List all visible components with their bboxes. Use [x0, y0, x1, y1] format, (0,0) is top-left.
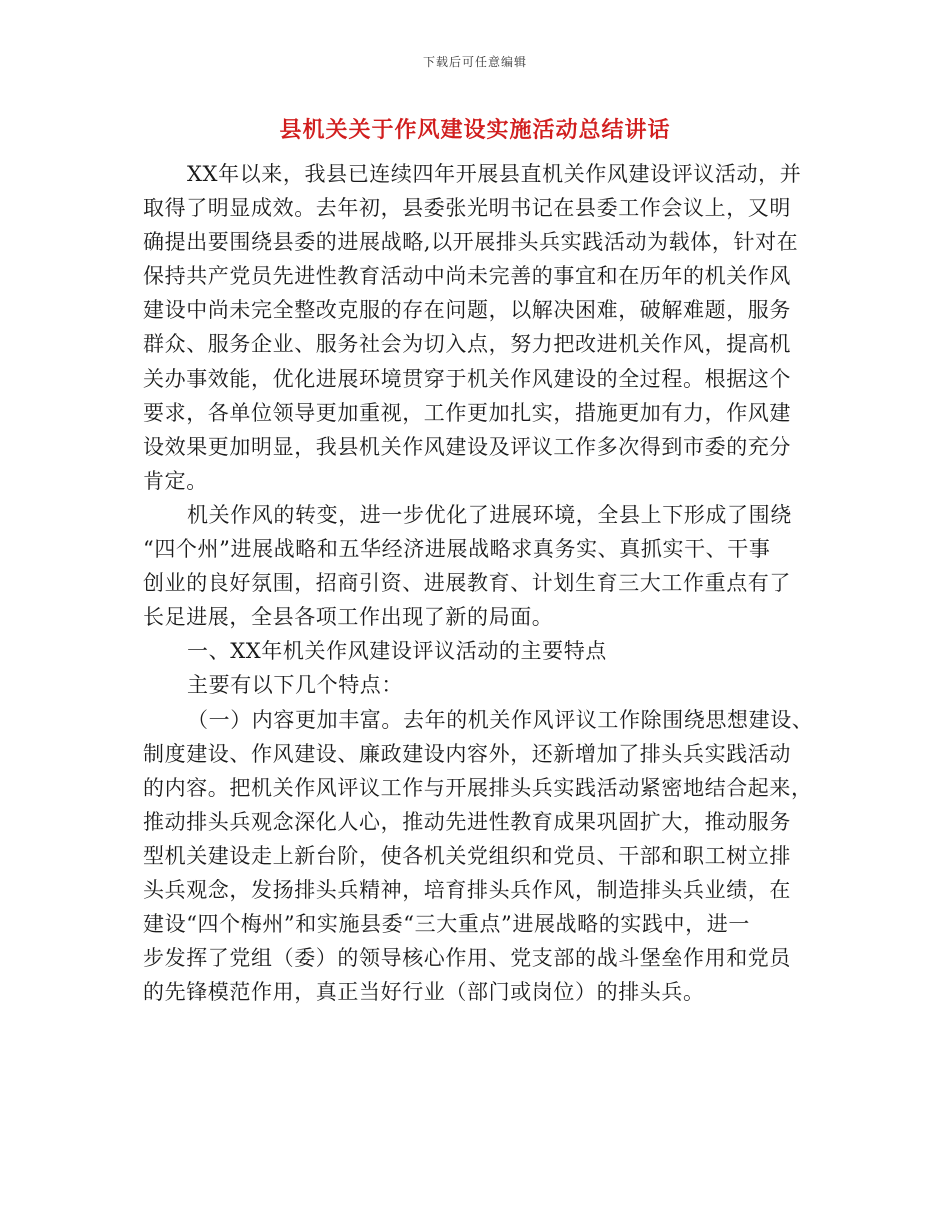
section-heading: [143, 634, 823, 668]
paragraph-line: XX年以来，我县已连续四年开展县直机关作风建设评议活动，并: [187, 162, 802, 186]
paragraph-line: 头兵观念，发扬排头兵精神，培育排头兵作风，制造排头兵业绩，在: [143, 877, 791, 902]
paragraph-line: 设效果更加明显，我县机关作风建设及评议工作多次得到市委的充分: [143, 434, 791, 459]
document-body: [143, 157, 823, 1009]
paragraph-line: 主要有以下几个特点：: [187, 673, 403, 698]
header-note: 下载后可任意编辑: [422, 55, 527, 69]
paragraph-line: 要求，各单位领导更加重视，工作更加扎实，措施更加有力，作风建: [143, 400, 791, 425]
paragraph-4: [143, 703, 823, 1010]
paragraph-3: [143, 668, 823, 702]
paragraph-line: 关办事效能，优化进展环境贯穿于机关作风建设的全过程。根据这个: [143, 366, 791, 391]
paragraph-line: 的先锋模范作用，真正当好行业（部门或岗位）的排头兵。: [143, 980, 705, 1005]
paragraph-line: 的内容。把机关作风评议工作与开展排头兵实践活动紧密地结合起来，: [143, 775, 813, 800]
paragraph-line: 群众、服务企业、服务社会为切入点，努力把改进机关作风，提高机: [143, 332, 791, 357]
paragraph-line: “四个州”进展战略和五华经济进展战略求真务实、真抓实干、干事: [143, 537, 771, 562]
paragraph-line: 长足进展，全县各项工作出现了新的局面。: [143, 605, 554, 630]
paragraph-line: 肯定。: [143, 468, 208, 493]
paragraph-line: 保持共产党员先进性教育活动中尚未完善的事宜和在历年的机关作风: [143, 264, 791, 289]
paragraph-line: 制度建设、作风建设、廉政建设内容外，还新增加了排头兵实践活动: [143, 741, 791, 766]
section-heading-text: 一、XX年机关作风建设评议活动的主要特点: [187, 639, 607, 664]
paragraph-line: 型机关建设走上新台阶，使各机关党组织和党员、干部和职工树立排: [143, 843, 791, 868]
paragraph-2: [143, 498, 823, 634]
paragraph-1: [143, 157, 823, 498]
paragraph-line: 确提出要围绕县委的进展战略,以开展排头兵实践活动为载体，针对在: [143, 230, 799, 255]
paragraph-line: （一）内容更加丰富。去年的机关作风评议工作除围绕思想建设、: [187, 707, 814, 732]
paragraph-line: 取得了明显成效。去年初，县委张光明书记在县委工作会议上，又明: [143, 196, 791, 221]
document-title: 县机关关于作风建设实施活动总结讲话: [279, 117, 671, 143]
paragraph-line: 机关作风的转变，进一步优化了进展环境，全县上下形成了围绕: [187, 502, 792, 527]
paragraph-line: 建设中尚未完全整改克服的存在问题，以解决困难，破解难题，服务: [143, 298, 791, 323]
paragraph-line: 推动排头兵观念深化人心，推动先进性教育成果巩固扩大，推动服务: [143, 809, 791, 834]
paragraph-line: 创业的良好氛围，招商引资、进展教育、计划生育三大工作重点有了: [143, 571, 791, 596]
paragraph-line: 步发挥了党组（委）的领导核心作用、党支部的战斗堡垒作用和党员: [143, 946, 791, 971]
paragraph-line: 建设“四个梅州”和实施县委“三大重点”进展战略的实践中，进一: [143, 912, 750, 937]
